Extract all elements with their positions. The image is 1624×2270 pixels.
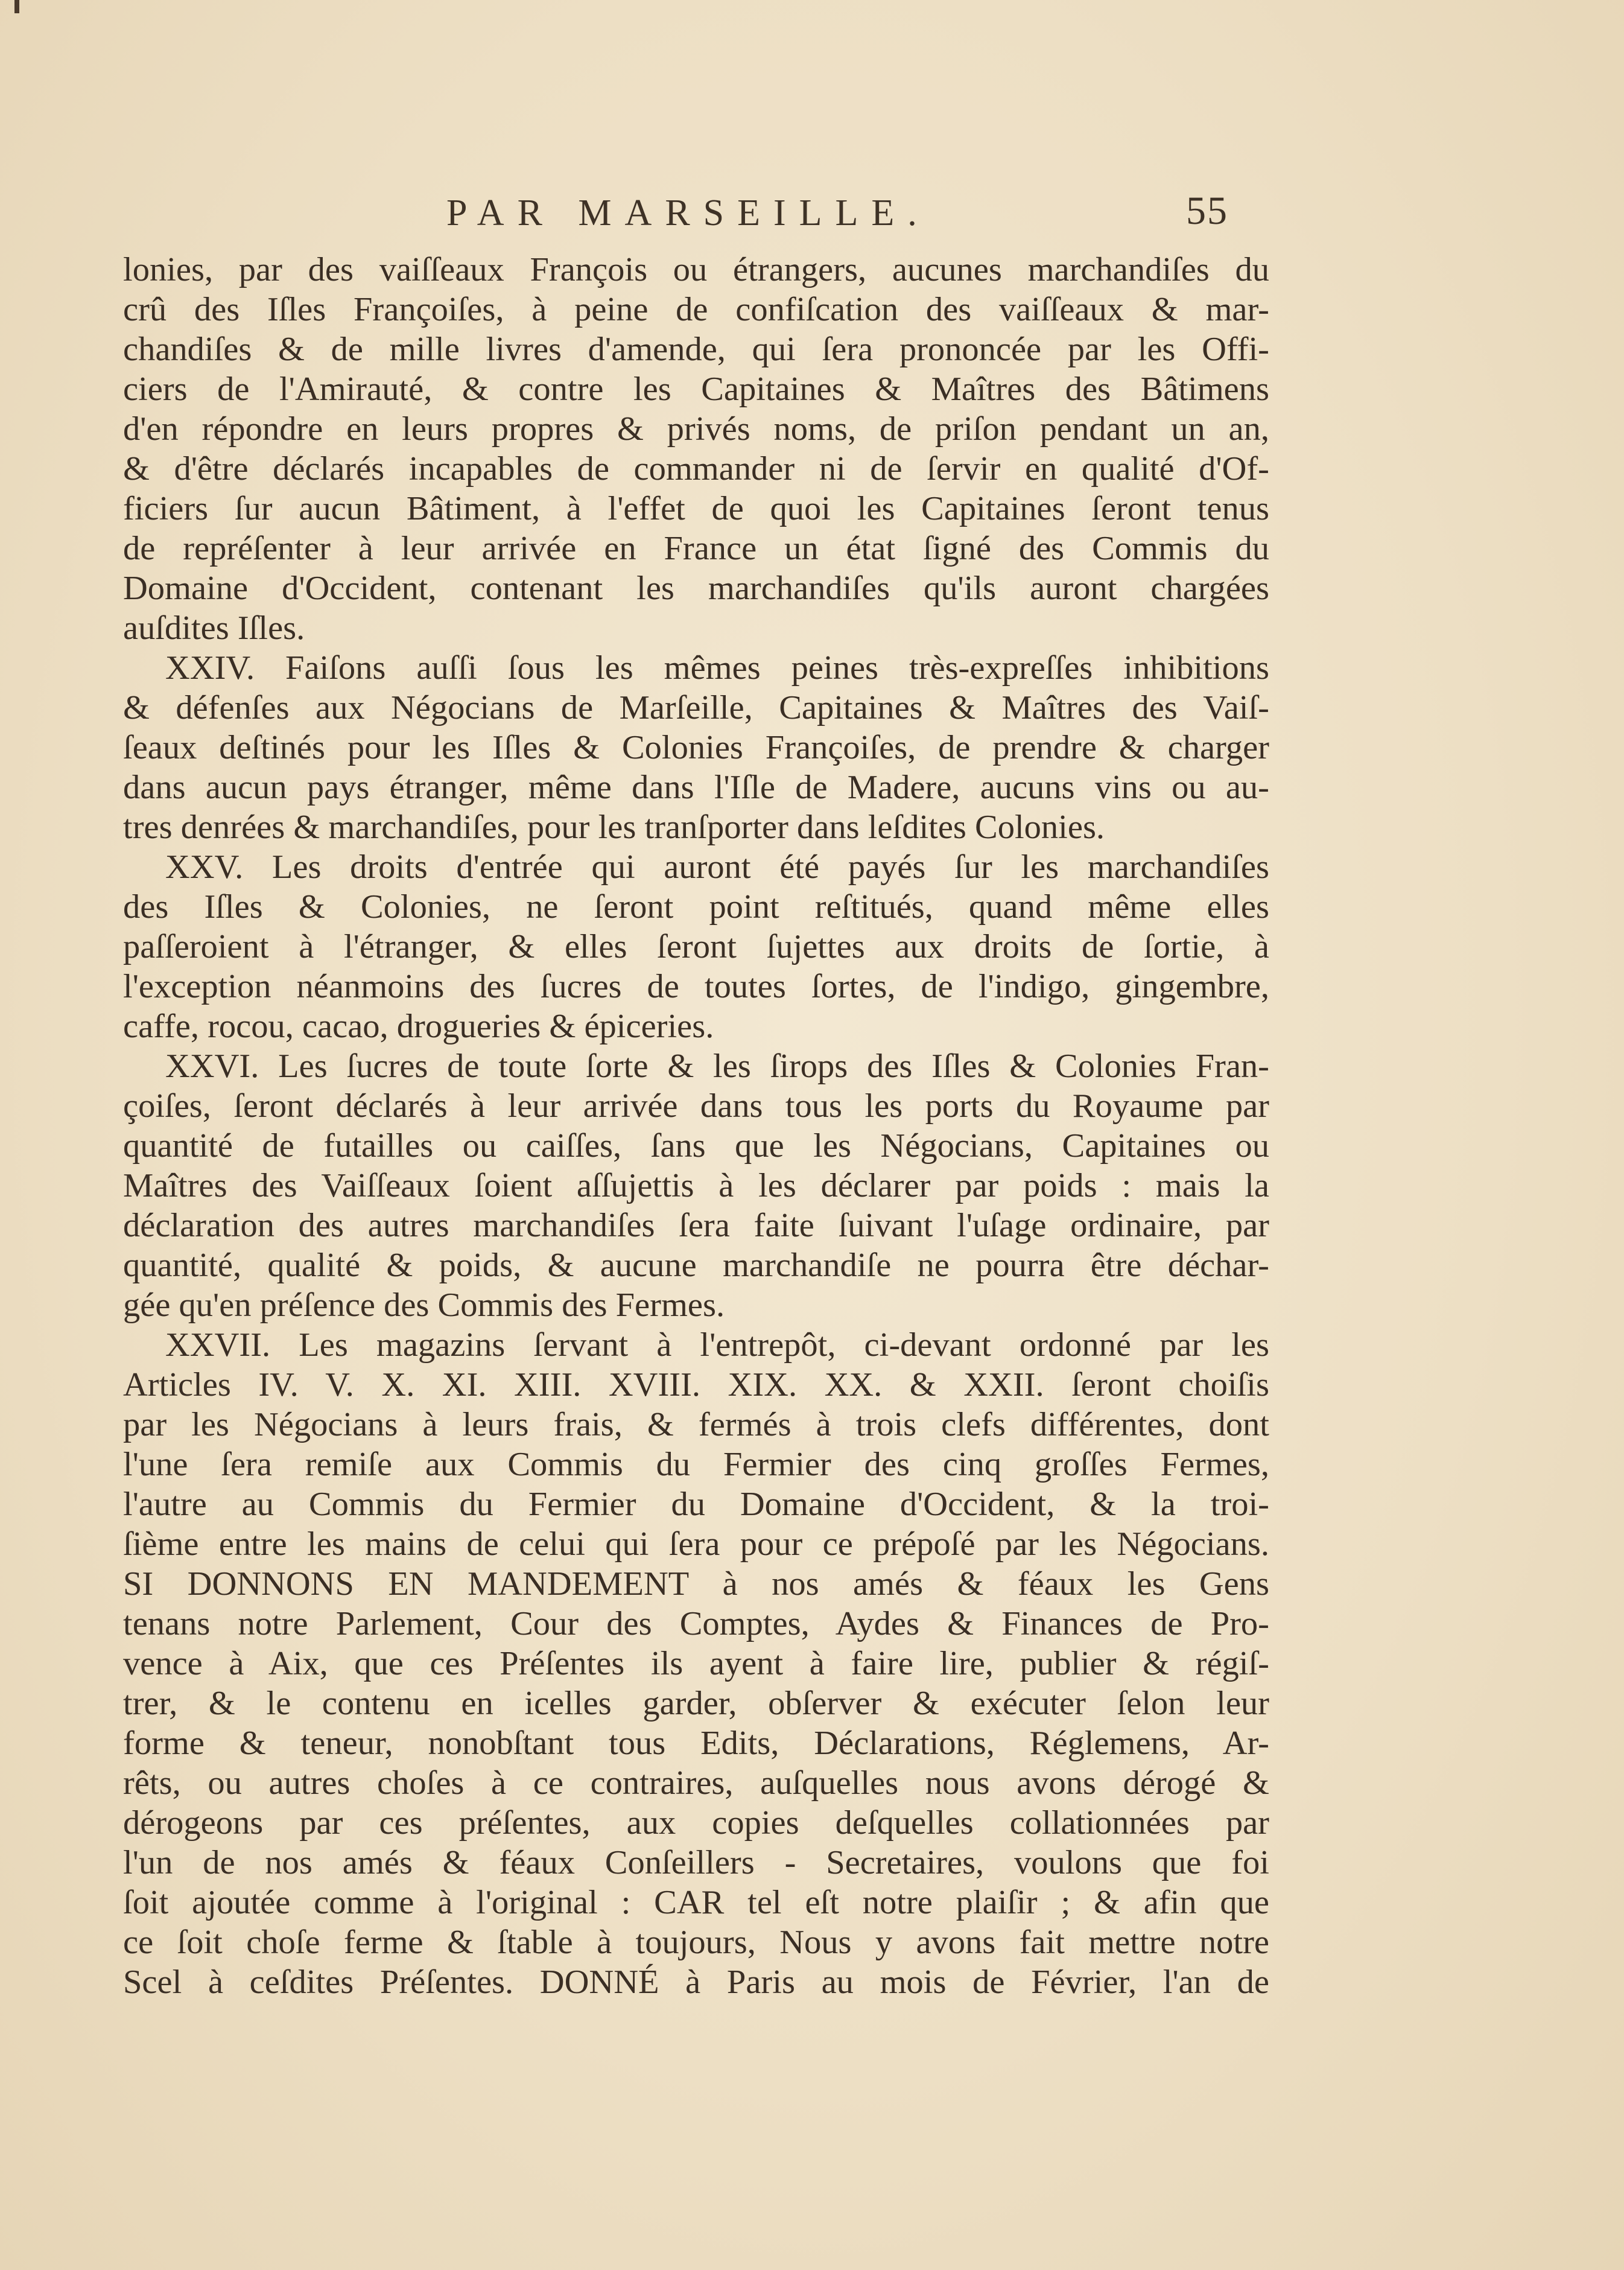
mandement-start: SI DONNONS EN MANDEMENT à nos amés & féaux les Gens [123, 1565, 1269, 1603]
text-line: rêts, ou autres choſes à ce contraires, auſquelles nous avons dérogé & [123, 1764, 1269, 1802]
article-xxv-start: XXV. Les droits d'entrée qui auront été payés ſur les marchandiſes [165, 848, 1269, 886]
text-line: caffe, rocou, cacao, drogueries & épiceries. [123, 1008, 714, 1045]
text-line: quantité de futailles ou caiſſes, ſans que les Négocians, Capitaines ou [123, 1127, 1269, 1165]
text-line: Scel à ceſdites Préſentes. DONNÉ à Paris au mois de Février, l'an de [123, 1963, 1269, 2001]
text-line: tenans notre Parlement, Cour des Comptes, Aydes & Finances de Pro- [123, 1605, 1269, 1642]
text-line: ſoit ajoutée comme à l'original : CAR tel eſt notre plaiſir ; & afin que [123, 1884, 1269, 1921]
text-line: l'un de nos amés & féaux Conſeillers - Secretaires, voulons que foi [123, 1844, 1269, 1881]
text-line: auſdites Iſles. [123, 609, 305, 647]
text-line: Domaine d'Occident, contenant les marchandiſes qu'ils auront chargées [123, 570, 1269, 607]
text-line: l'exception néanmoins des ſucres de toutes ſortes, de l'indigo, gingembre, [123, 968, 1269, 1005]
text-line: trer, & le contenu en icelles garder, obſerver & exécuter ſelon leur [123, 1685, 1269, 1722]
text-line: paſſeroient à l'étranger, & elles ſeront ſujettes aux droits de ſortie, à [123, 928, 1269, 965]
text-line: ficiers ſur aucun Bâtiment, à l'effet de quoi les Capitaines ſeront tenus [123, 490, 1269, 527]
page-number: 55 [1186, 189, 1228, 233]
text-line: vence à Aix, que ces Préſentes ils ayent à faire lire, publier & régiſ- [123, 1645, 1269, 1682]
text-line: l'une ſera remiſe aux Commis du Fermier des cinq groſſes Fermes, [123, 1446, 1269, 1483]
text-line: déclaration des autres marchandiſes ſera faite ſuivant l'uſage ordinaire, par [123, 1207, 1269, 1244]
article-xxvi-start: XXVI. Les ſucres de toute ſorte & les ſirops des Iſles & Colonies Fran- [165, 1048, 1269, 1085]
text-line: Articles IV. V. X. XI. XIII. XVIII. XIX. XX. & XXII. ſeront choiſis [123, 1366, 1269, 1404]
running-head: PAR MARSEILLE. [446, 192, 930, 234]
text-line: tres denrées & marchandiſes, pour les tranſporter dans leſdites Colonies. [123, 809, 1105, 846]
text-line: des Iſles & Colonies, ne ſeront point reſtitués, quand même elles [123, 888, 1269, 926]
text-line: Maîtres des Vaiſſeaux ſoient aſſujettis à les déclarer par poids : mais la [123, 1167, 1269, 1204]
text-line: gée qu'en préſence des Commis des Fermes. [123, 1286, 725, 1324]
article-xxiv-start: XXIV. Faiſons auſſi ſous les mêmes peines très-expreſſes inhibitions [165, 649, 1269, 687]
article-xxvii-start: XXVII. Les magazins ſervant à l'entrepôt, ci-devant ordonné par les [165, 1326, 1269, 1364]
text-line: par les Négocians à leurs frais, & fermés à trois clefs différentes, dont [123, 1406, 1269, 1443]
text-line: chandiſes & de mille livres d'amende, qui ſera prononcée par les Offi- [123, 331, 1269, 368]
text-line: d'en répondre en leurs propres & privés noms, de priſon pendant un an, [123, 410, 1269, 448]
ink-mark [14, 0, 19, 13]
text-line: dans aucun pays étranger, même dans l'Iſle de Madere, aucuns vins ou au- [123, 769, 1269, 806]
text-line: çoiſes, ſeront déclarés à leur arrivée dans tous les ports du Royaume par [123, 1087, 1269, 1125]
text-line: l'autre au Commis du Fermier du Domaine d'Occident, & la troi- [123, 1486, 1269, 1523]
text-line: lonies, par des vaiſſeaux François ou étrangers, aucunes marchandiſes du [123, 251, 1269, 288]
text-line: crû des Iſles Françoiſes, à peine de confiſcation des vaiſſeaux & mar- [123, 291, 1269, 328]
text-line: ciers de l'Amirauté, & contre les Capitaines & Maîtres des Bâtimens [123, 370, 1269, 408]
text-line: & d'être déclarés incapables de commander ni de ſervir en qualité d'Of- [123, 450, 1269, 488]
text-line: ſième entre les mains de celui qui ſera pour ce prépoſé par les Négocians. [123, 1525, 1269, 1563]
body-text [123, 250, 1269, 2002]
text-line: de repréſenter à leur arrivée en France un état ſigné des Commis du [123, 530, 1269, 567]
text-line: quantité, qualité & poids, & aucune marchandiſe ne pourra être déchar- [123, 1247, 1269, 1284]
text-line: forme & teneur, nonobſtant tous Edits, Déclarations, Réglemens, Ar- [123, 1725, 1269, 1762]
text-line: ce ſoit choſe ferme & ſtable à toujours, Nous y avons fait mettre notre [123, 1924, 1269, 1961]
text-line: & défenſes aux Négocians de Marſeille, Capitaines & Maîtres des Vaiſ- [123, 689, 1269, 726]
text-line: ſeaux deſtinés pour les Iſles & Colonies Françoiſes, de prendre & charger [123, 729, 1269, 766]
text-line: dérogeons par ces préſentes, aux copies deſquelles collationnées par [123, 1804, 1269, 1842]
